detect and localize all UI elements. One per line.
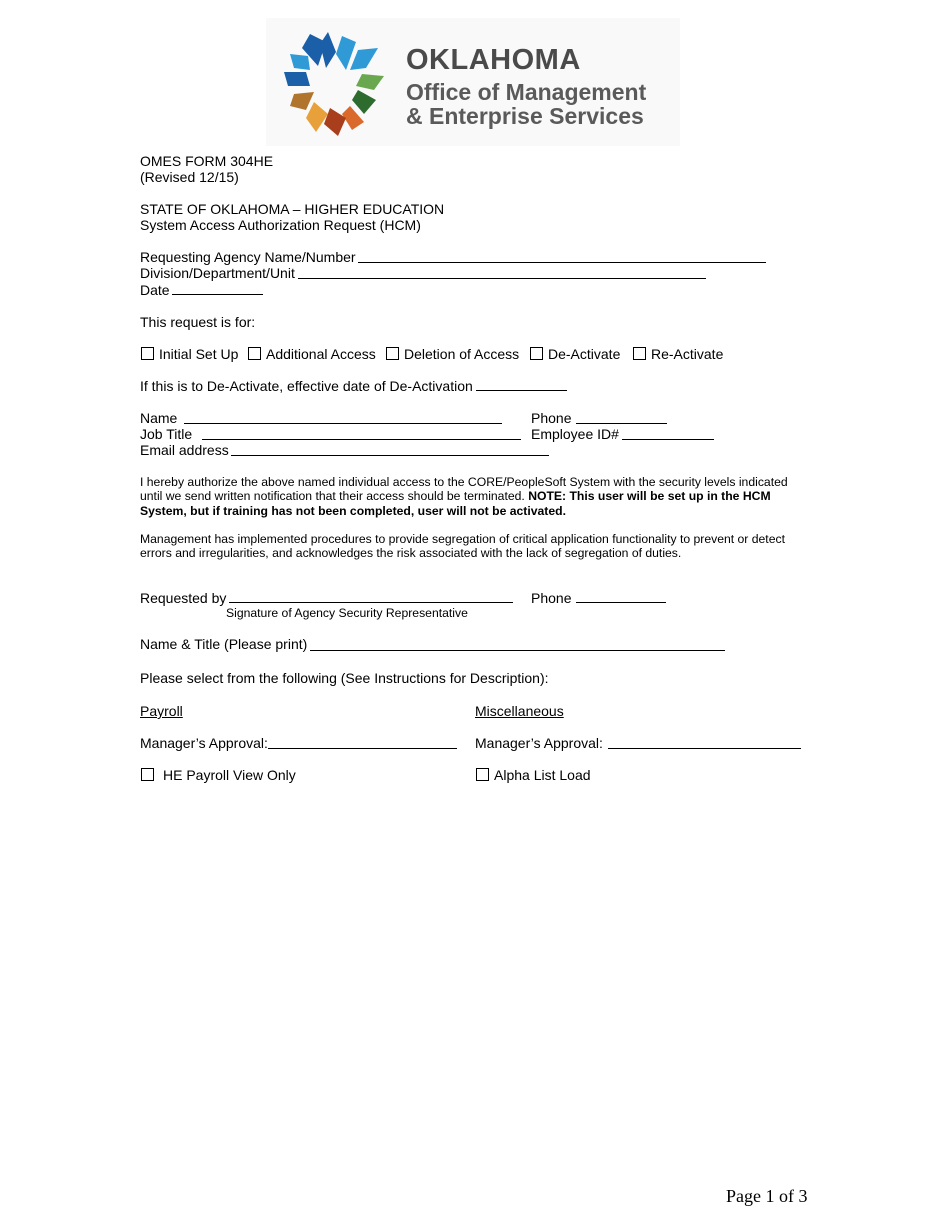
deactivate-label: De-Activate [548,346,621,362]
division-field[interactable] [298,278,706,279]
date-label: Date [140,282,170,298]
agency-name-field[interactable] [358,262,766,263]
additional-access-label: Additional Access [266,346,376,362]
misc-approval-label: Manager’s Approval: [475,735,603,751]
he-payroll-view-checkbox[interactable] [141,768,154,781]
initial-setup-label: Initial Set Up [159,346,239,362]
authorization-paragraph [140,475,808,518]
deletion-access-label: Deletion of Access [404,346,520,362]
payroll-approval-label: Manager’s Approval: [140,735,268,751]
deactivate-checkbox[interactable] [530,347,543,360]
authorization-text: I hereby authorize the above named individual access to the CORE/PeopleSoft System with the security levels indicated until we send written notification that their access should be terminated. [140,475,788,504]
logo-title: OKLAHOMA [406,44,581,76]
form-heading: STATE OF OKLAHOMA – HIGHER EDUCATION [140,201,445,217]
employee-name-label: Name [140,410,178,426]
job-title-field[interactable] [202,439,521,440]
reactivate-checkbox[interactable] [633,347,646,360]
form-revised: (Revised 12/15) [140,169,239,185]
form-code: OMES FORM 304HE [140,153,274,169]
logo-subtitle-2: & Enterprise Services [406,103,644,129]
employee-phone-field[interactable] [576,423,667,424]
misc-heading: Miscellaneous [475,703,564,719]
form-subheading: System Access Authorization Request (HCM) [140,217,421,233]
signature-field[interactable] [229,602,513,603]
deactivation-date-field[interactable] [476,390,567,391]
page-number: Page 1 of 3 [726,1186,808,1206]
employee-name-field[interactable] [184,423,502,424]
date-field[interactable] [172,294,263,295]
additional-access-checkbox[interactable] [248,347,261,360]
signature-caption: Signature of Agency Security Representative [226,606,468,620]
payroll-heading: Payroll [140,703,183,719]
initial-setup-checkbox[interactable] [141,347,154,360]
employee-phone-label: Phone [531,410,572,426]
logo-subtitle-1: Office of Management [406,79,647,105]
name-title-field[interactable] [310,650,725,651]
employee-id-field[interactable] [622,439,714,440]
request-label: This request is for: [140,314,256,330]
email-label: Email address [140,442,229,458]
requester-phone-label: Phone [531,590,572,606]
authorization-note: NOTE: This user will be set up in the HCM System, but if training has not been completed, user will not be activated. [140,489,771,518]
deletion-access-checkbox[interactable] [386,347,399,360]
misc-approval-field[interactable] [608,748,801,749]
employee-id-label: Employee ID# [531,426,619,442]
payroll-approval-field[interactable] [268,748,457,749]
deactivation-date-label: If this is to De-Activate, effective date of De-Activation [140,378,473,394]
alpha-list-load-checkbox[interactable] [476,768,489,781]
selection-label: Please select from the following (See Instructions for Description): [140,670,549,686]
email-field[interactable] [231,455,549,456]
job-title-label: Job Title [140,426,193,442]
requester-phone-field[interactable] [576,602,666,603]
division-label: Division/Department/Unit [140,265,295,281]
requested-by-label: Requested by [140,590,227,606]
name-title-label: Name & Title (Please print) [140,636,308,652]
alpha-list-load-label: Alpha List Load [494,767,591,783]
he-payroll-view-label: HE Payroll View Only [163,767,296,783]
management-paragraph: Management has implemented procedures to provide segregation of critical application functionality to prevent or detect errors and irregularities, and acknowledges the risk associated with the lack of segregation of duties. [140,532,785,561]
agency-name-label: Requesting Agency Name/Number [140,249,356,265]
reactivate-label: Re-Activate [651,346,724,362]
oklahoma-star-logo-icon [280,28,392,140]
